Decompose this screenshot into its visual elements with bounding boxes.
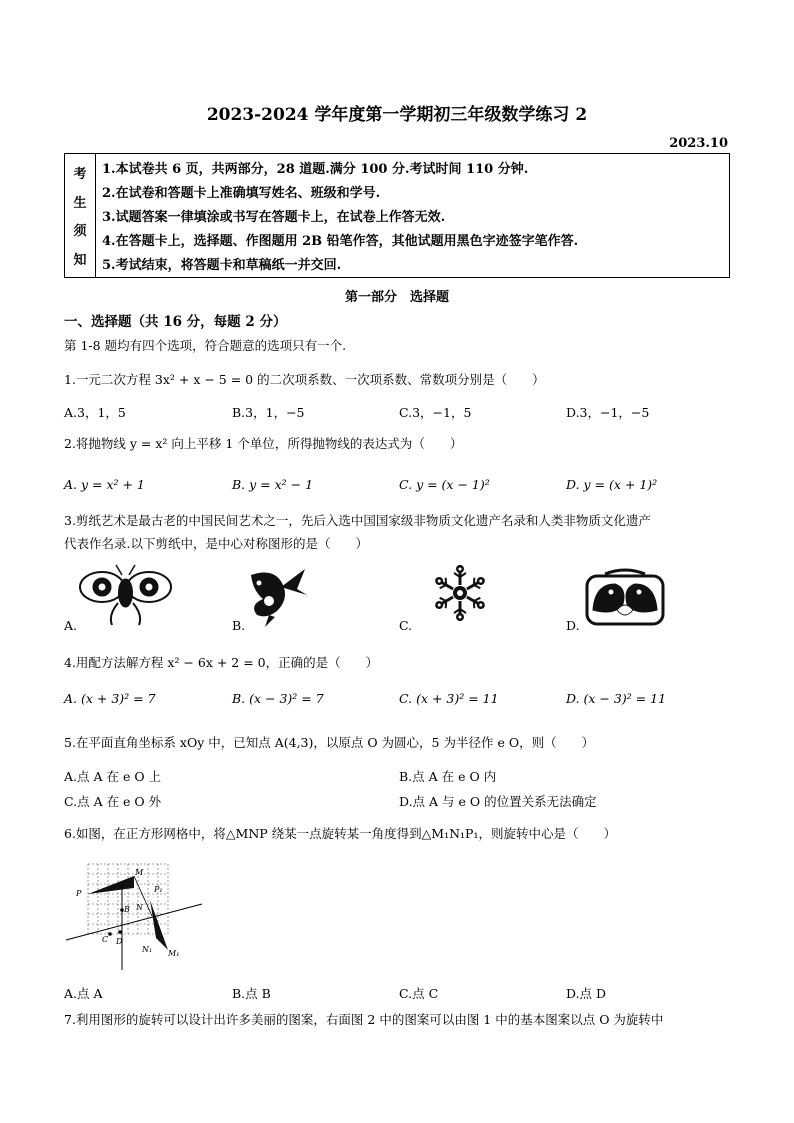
q3-option-d[interactable]: D. (566, 618, 580, 633)
q3-option-c[interactable]: C. (399, 618, 413, 633)
q4-option-a[interactable]: A. (x + 3)² = 7 (64, 691, 156, 706)
q1-option-c[interactable]: C.3，−1，5 (399, 405, 472, 420)
q6-stem: 6.如图，在正方形网格中，将△MNP 绕某一点旋转某一角度得到△M₁N₁P₁，则旋转中心是（ ） (64, 826, 616, 841)
papercut-swallow-image (245, 565, 307, 627)
q2-stem: 2.将抛物线 y = x² 向上平移 1 个单位，所得抛物线的表达式为（ ） (64, 436, 463, 451)
q4-option-b[interactable]: B. (x − 3)² = 7 (232, 691, 324, 706)
q4-stem: 4.用配方法解方程 x² − 6x + 2 = 0，正确的是（ ） (64, 655, 379, 670)
section-note: 第 1-8 题均有四个选项，符合题意的选项只有一个. (64, 338, 347, 353)
notice-items (96, 154, 729, 277)
q6-option-d[interactable]: D.点 D (566, 986, 607, 1001)
q3-stem-line1: 3.剪纸艺术是最古老的中国民间艺术之一，先后入选中国国家级非物质文化遗产名录和人类非物质文化遗产 (64, 513, 651, 528)
notice-label-char: 生 (73, 195, 87, 211)
q4-option-d[interactable]: D. (x − 3)² = 11 (566, 691, 667, 706)
q3-stem-line2: 代表作名录.以下剪纸中，是中心对称图形的是（ ） (64, 536, 368, 551)
rotation-grid-figure (64, 860, 204, 970)
exam-title: 2023-2024 学年度第一学期初三年级数学练习 2 (206, 105, 588, 125)
papercut-snowflake-image (430, 563, 490, 623)
q1-option-d[interactable]: D.3，−1，−5 (566, 405, 650, 420)
q5-option-a[interactable]: A.点 A 在 e O 上 (64, 769, 162, 784)
figure-label: N (136, 903, 143, 912)
notice-item: 1.本试卷共 6 页，共两部分，28 道题.满分 100 分.考试时间 110 分钟. (102, 162, 529, 178)
figure-label: C (102, 935, 109, 944)
part-title: 第一部分 选择题 (344, 290, 449, 305)
figure-label: N₁ (142, 945, 153, 954)
q5-option-c[interactable]: C.点 A 在 e O 外 (64, 794, 162, 809)
q2-option-b[interactable]: B. y = x² − 1 (232, 477, 314, 492)
q5-option-d[interactable]: D.点 A 与 e O 的位置关系无法确定 (399, 794, 597, 809)
notice-label-char: 考 (73, 166, 87, 182)
q1-option-a[interactable]: A.3，1，5 (64, 405, 126, 420)
notice-label (65, 154, 96, 277)
q6-option-b[interactable]: B.点 B (232, 986, 271, 1001)
figure-label: P (76, 889, 82, 898)
figure-label: P₁ (154, 885, 163, 894)
papercut-fish-image (585, 570, 665, 626)
q3-option-a[interactable]: A. (64, 618, 78, 633)
q4-option-c[interactable]: C. (x + 3)² = 11 (399, 691, 499, 706)
q6-option-a[interactable]: A.点 A (64, 986, 103, 1001)
notice-box (64, 153, 730, 278)
notice-label-char: 知 (73, 253, 87, 269)
q6-option-c[interactable]: C.点 C (399, 986, 439, 1001)
section-title: 一、选择题（共 16 分，每题 2 分） (64, 314, 287, 330)
figure-label: M₁ (168, 949, 180, 958)
notice-item: 3.试题答案一律填涂或书写在答题卡上，在试卷上作答无效. (102, 209, 446, 225)
q3-option-b[interactable]: B. (232, 618, 246, 633)
notice-item: 4.在答题卡上，选择题、作图题用 2B 铅笔作答，其他试题用黑色字迹签字笔作答. (102, 233, 579, 249)
notice-item: 5.考试结束，将答题卡和草稿纸一并交回. (102, 257, 342, 273)
notice-item: 2.在试卷和答题卡上准确填写姓名、班级和学号. (102, 186, 381, 202)
q1-stem: 1.一元二次方程 3x² + x − 5 = 0 的二次项系数、一次项系数、常数项分别是（ ） (64, 372, 545, 387)
figure-label: D (116, 937, 123, 946)
notice-label-char: 须 (73, 224, 87, 240)
q2-option-c[interactable]: C. y = (x − 1)² (399, 477, 490, 492)
q2-option-d[interactable]: D. y = (x + 1)² (566, 477, 658, 492)
figure-label: M (135, 868, 144, 877)
q5-stem: 5.在平面直角坐标系 xOy 中，已知点 A(4,3)，以原点 O 为圆心，5 为半径作 e O，则（ ） (64, 735, 595, 750)
q7-stem: 7.利用图形的旋转可以设计出许多美丽的图案，右面图 2 中的图案可以由图 1 中的基本图案以点 O 为旋转中 (64, 1012, 664, 1027)
papercut-butterfly-image (78, 565, 173, 627)
q2-option-a[interactable]: A. y = x² + 1 (64, 477, 145, 492)
figure-label: B (124, 905, 130, 914)
exam-date: 2023.10 (669, 136, 728, 151)
q1-option-b[interactable]: B.3，1，−5 (232, 405, 305, 420)
q5-option-b[interactable]: B.点 A 在 e O 内 (399, 769, 497, 784)
